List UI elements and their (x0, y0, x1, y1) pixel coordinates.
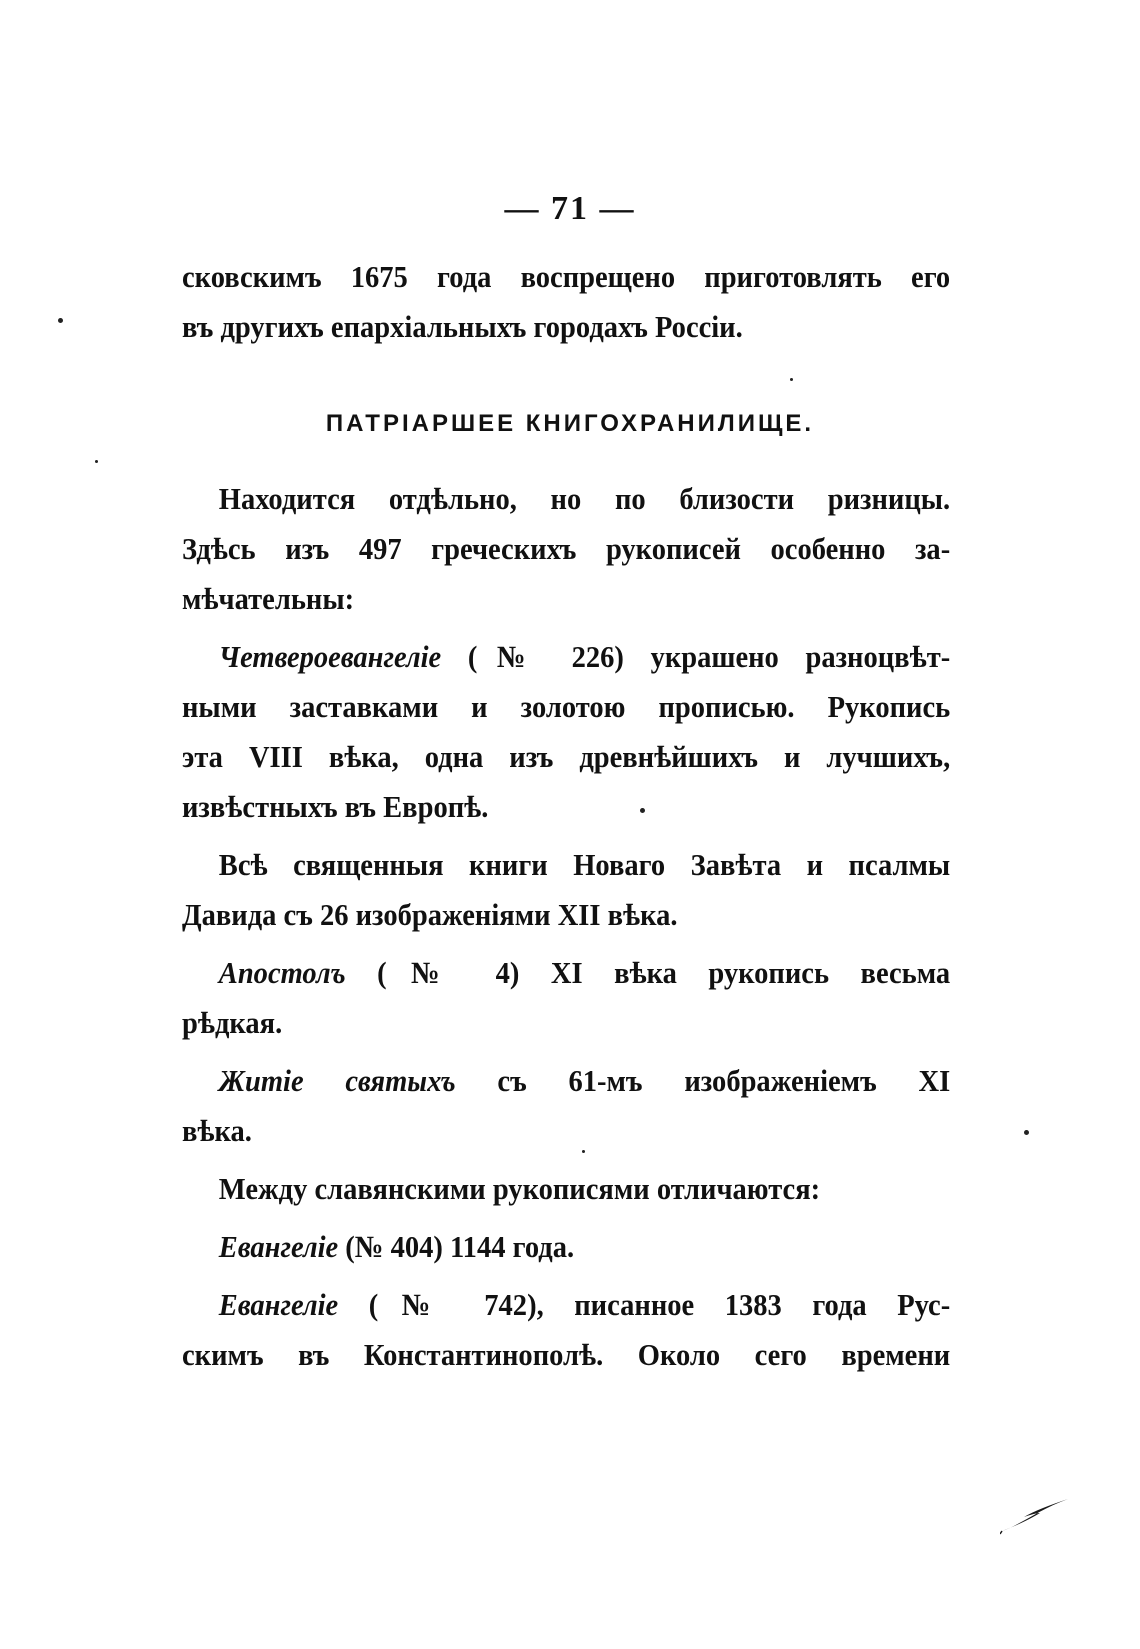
p8-line-2: скимъ въ Константинополѣ. Около сего времени (182, 1337, 951, 1372)
feather-mark-icon (1000, 1495, 1070, 1535)
p2-line-1-rest: (№ 226) украшено разноцвѣт- (467, 639, 951, 674)
scan-speck (582, 1150, 585, 1153)
p4-line-1 (182, 948, 950, 998)
scan-speck (95, 460, 98, 463)
p3-line-1: Всѣ священныя книги Новаго Завѣта и псалмы (218, 847, 951, 882)
p1-line-1: Находится отдѣльно, но по близости ризницы. (218, 481, 951, 516)
p5-title: Житіе святыхъ (218, 1063, 456, 1098)
intro-line-1: сковскимъ 1675 года воспрещено приготовлять его (182, 259, 951, 294)
p1-line-3: мѣчательны: (182, 581, 355, 616)
scan-speck (1024, 1130, 1029, 1135)
p4-title: Апостолъ (218, 955, 346, 990)
page-number: — 71 — (504, 190, 636, 227)
body-text (182, 474, 951, 1380)
scan-speck (640, 808, 645, 813)
p5-line-1 (182, 1056, 950, 1106)
p3-line-2: Давида съ 26 изображеніями XII вѣка. (182, 897, 678, 932)
p7-line-1 (182, 1222, 950, 1272)
p8-title: Евангеліе (218, 1287, 339, 1322)
p2-line-1 (182, 632, 950, 682)
scan-speck (790, 378, 793, 381)
intro-paragraph (182, 252, 951, 352)
p2-title: Четвероевангеліе (218, 639, 442, 674)
p4-line-2: рѣдкая. (182, 1005, 283, 1040)
p6-line-1: Между славянскими рукописями отличаются: (218, 1171, 821, 1206)
p7-rest: (№ 404) 1144 года. (345, 1229, 575, 1264)
p2-line-2: ными заставками и золотою прописью. Рукопись (182, 689, 951, 724)
p2-line-3: эта VIII вѣка, одна изъ древнѣйшихъ и лучшихъ, (182, 739, 951, 774)
scan-speck (58, 318, 63, 323)
section-heading: ПАТРІАРШЕЕ КНИГОХРАНИЛИЩЕ. (325, 410, 815, 437)
intro-line-2: въ другихъ епархіальныхъ городахъ Россіи. (182, 309, 743, 344)
p1-line-2: Здѣсь изъ 497 греческихъ рукописей особенно за- (182, 531, 951, 566)
p5-line-1-rest: съ 61-мъ изображеніемъ XI (497, 1063, 951, 1098)
p5-line-2: вѣка. (182, 1113, 252, 1148)
p4-line-1-rest: (№ 4) XI вѣка рукопись весьма (377, 955, 951, 990)
p8-line-1 (182, 1280, 950, 1330)
p8-line-1-rest: (№ 742), писанное 1383 года Рус- (368, 1287, 951, 1322)
p7-title: Евангеліе (218, 1229, 339, 1264)
p2-line-4: извѣстныхъ въ Европѣ. (182, 789, 489, 824)
